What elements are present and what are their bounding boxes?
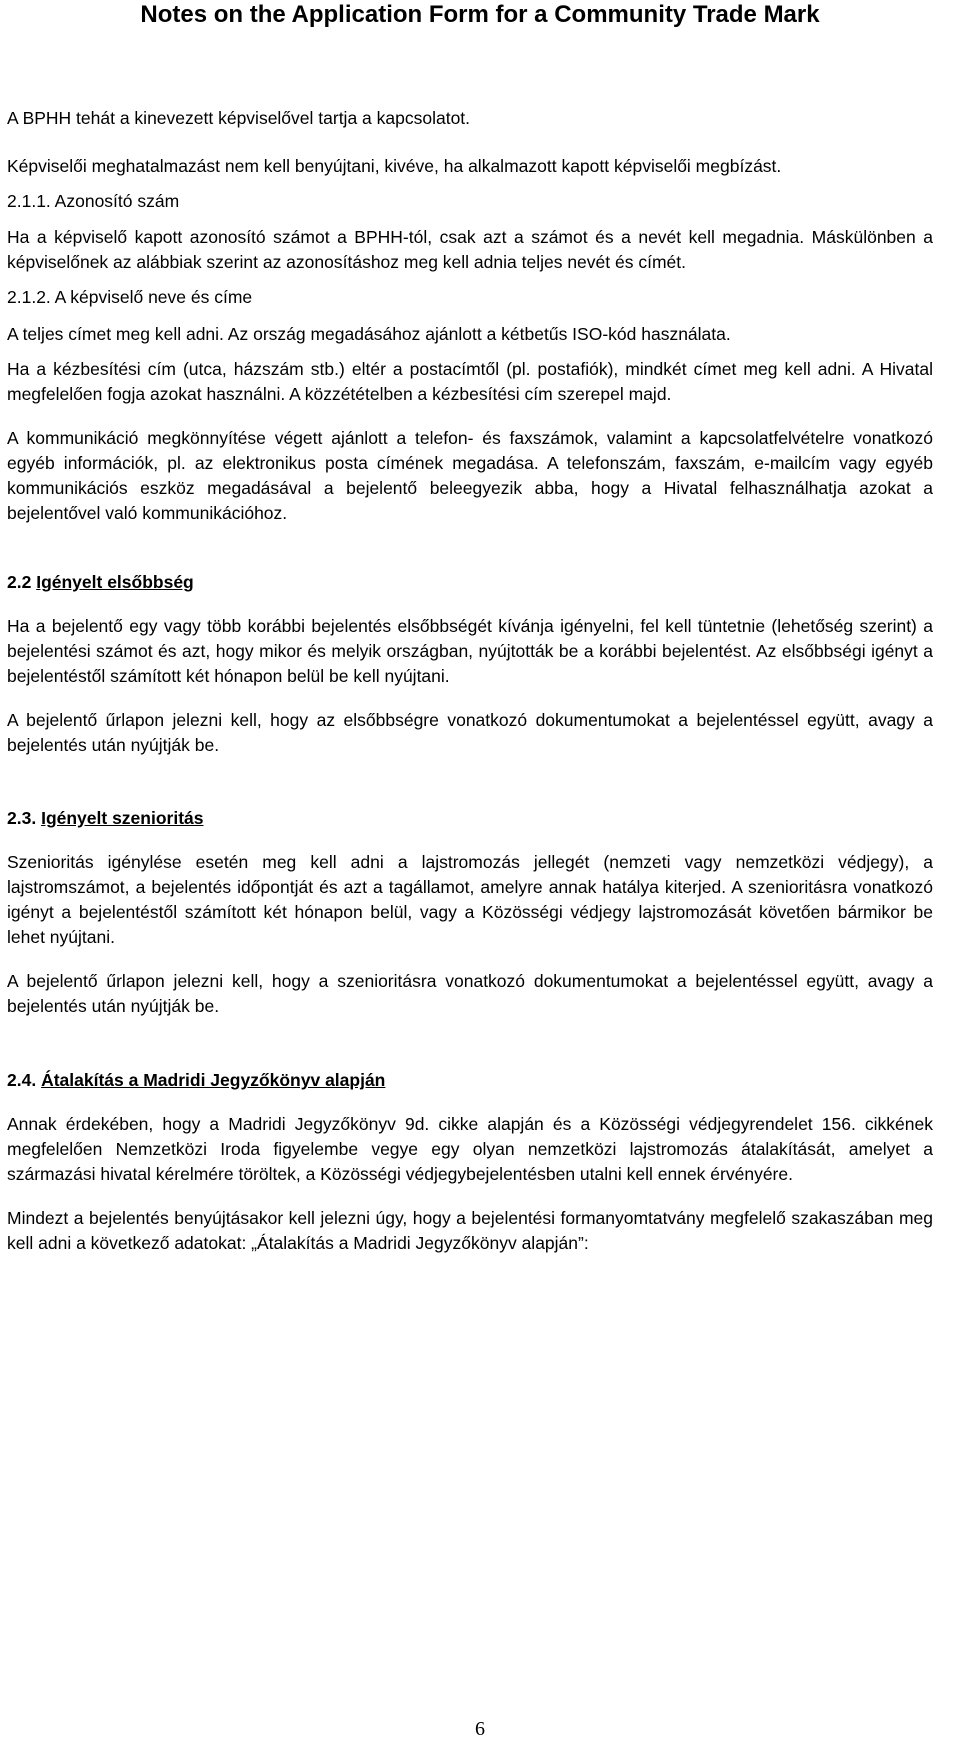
document-title: Notes on the Application Form for a Community Trade Mark: [140, 1, 820, 28]
section-heading: [7, 1068, 933, 1093]
paragraph: Ha a kézbesítési cím (utca, házszám stb.) eltér a postacímtől (pl. postafiók), mindkét címet meg kell adni. A Hivatal megfelelően fogja azokat használni. A közzétételben a kézbesítési cím szerepel majd.: [7, 359, 933, 404]
section-number: 2.2: [7, 572, 32, 592]
section-title: Átalakítás a Madridi Jegyzőkönyv alapján: [41, 1070, 386, 1090]
paragraph: Ha a képviselő kapott azonosító számot a BPHH-tól, csak azt a számot és a nevét kell megadnia. Máskülönben a képviselőnek az alábbiak szerint az azonosításhoz meg kell adnia teljes nevét és címét.: [7, 227, 933, 272]
paragraph: A kommunikáció megkönnyítése végett ajánlott a telefon- és faxszámok, valamint a kapcsolatfelvételre vonatkozó egyéb információk, pl. az elektronikus posta címének megadása. A telefonszám, faxszám, e-mailcím vagy egyéb kommunikációs eszköz megadásával a bejelentő beleegyezik abba, hogy a Hivatal felhasználhatja azokat a bejelentővel való kommunikációhoz.: [7, 428, 933, 523]
paragraph: A teljes címet meg kell adni. Az ország megadásához ajánlott a kétbetűs ISO-kód használata.: [7, 324, 731, 344]
section-heading: [7, 806, 933, 831]
paragraph: A BPHH tehát a kinevezett képviselővel tartja a kapcsolatot.: [7, 108, 471, 128]
page-header: [0, 0, 960, 30]
paragraph: Annak érdekében, hogy a Madridi Jegyzőkönyv 9d. cikke alapján és a Közösségi védjegyrendelet 156. cikkének megfelelően Nemzetközi Iroda figyelembe vegye egy olyan nemzetközi lajstromozás átalakítását, amelyet a származási hivatal kérelmére töröltek, a Közösségi védjegybejelentésben utalni kell ennek érvényére.: [7, 1114, 933, 1184]
paragraph: Ha a bejelentő egy vagy több korábbi bejelentés elsőbbségét kívánja igényelni, fel kell tüntetnie (lehetőség szerint) a bejelentési számot és azt, hogy mikor és melyik országban, nyújtották be a korábbi bejelentést. Az elsőbbségi igényt a bejelentéstől számított két hónapon belül be kell nyújtani.: [7, 616, 933, 686]
section-number: 2.4.: [7, 1070, 37, 1090]
subsection-heading: 2.1.2. A képviselő neve és címe: [7, 287, 253, 307]
paragraph: Szenioritás igénylése esetén meg kell adni a lajstromozás jellegét (nemzeti vagy nemzetközi védjegy), a lajstromszámot, a bejelentés időpontját és azt a tagállamot, amelyre annak hatálya kiterjed. A szenioritásra vonatkozó igényt a bejelentéstől számított két hónapon belül, vagy a Közösségi védjegy lajstromozását követően bármikor be lehet nyújtani.: [7, 852, 933, 947]
section-heading: [7, 570, 933, 595]
page-content: [7, 106, 933, 1256]
section-title: Igényelt elsőbbség: [36, 572, 194, 592]
section-title: Igényelt szenioritás: [41, 808, 204, 828]
page-number: 6: [475, 1718, 485, 1740]
subsection-heading: 2.1.1. Azonosító szám: [7, 191, 180, 211]
paragraph: Mindezt a bejelentés benyújtásakor kell jelezni úgy, hogy a bejelentési formanyomtatvány megfelelő szakaszában meg kell adni a következő adatokat: „Átalakítás a Madridi Jegyzőkönyv alapján”:: [7, 1208, 933, 1253]
paragraph: Képviselői meghatalmazást nem kell benyújtani, kivéve, ha alkalmazott kapott képviselői megbízást.: [7, 156, 782, 176]
section-number: 2.3.: [7, 808, 37, 828]
paragraph: A bejelentő űrlapon jelezni kell, hogy a szenioritásra vonatkozó dokumentumokat a bejelentéssel együtt, avagy a bejelentés után nyújtják be.: [7, 971, 933, 1016]
paragraph: A bejelentő űrlapon jelezni kell, hogy az elsőbbségre vonatkozó dokumentumokat a bejelentéssel együtt, avagy a bejelentés után nyújtják be.: [7, 710, 933, 755]
